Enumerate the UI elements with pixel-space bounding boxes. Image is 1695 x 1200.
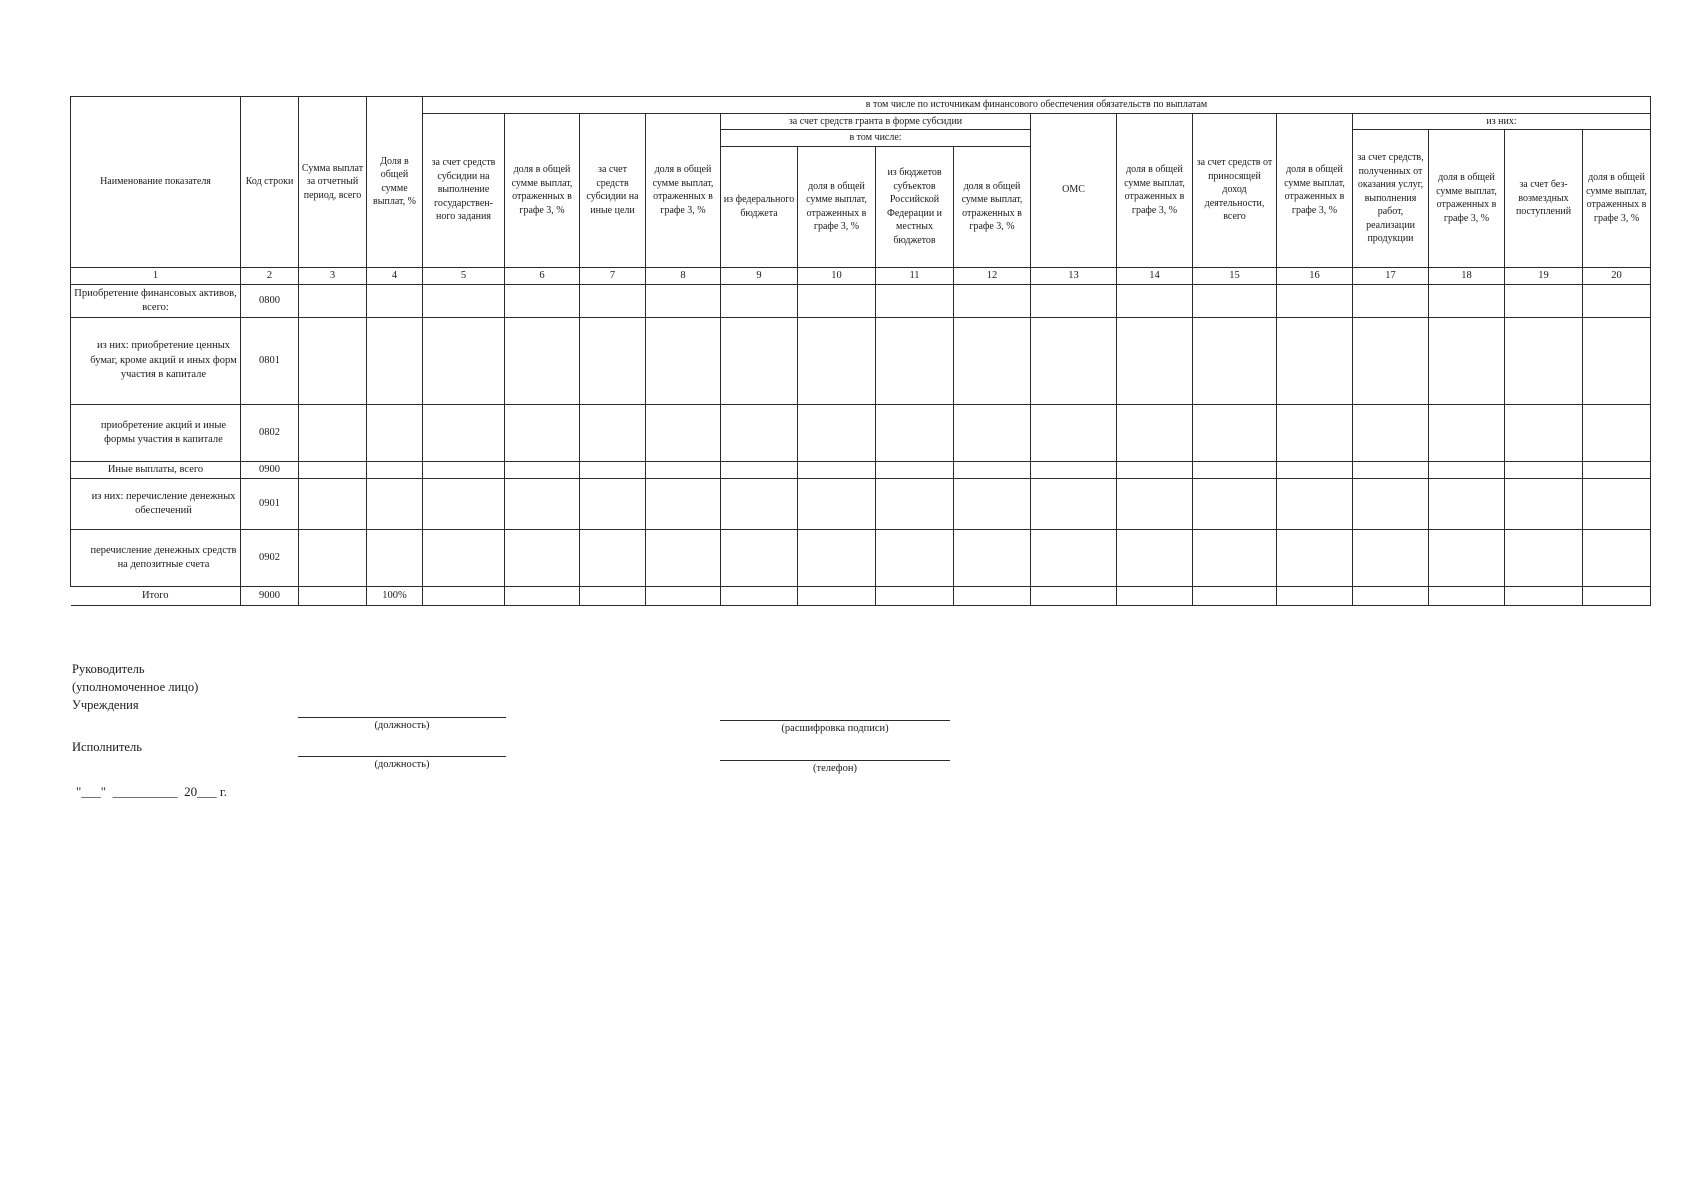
value-cell[interactable] — [1193, 317, 1277, 404]
value-cell[interactable] — [1031, 586, 1117, 605]
head-label-line2: (уполномоченное лицо) — [72, 680, 199, 694]
row-name: из них: перечисление денежных обеспечений — [71, 478, 241, 529]
value-cell[interactable] — [876, 284, 954, 317]
row-code: 0801 — [241, 317, 299, 404]
value-cell[interactable] — [1583, 586, 1651, 605]
column-number: 6 — [505, 267, 580, 284]
value-cell[interactable] — [646, 317, 721, 404]
value-cell[interactable] — [1117, 586, 1193, 605]
value-cell[interactable] — [580, 461, 646, 478]
value-cell[interactable] — [1117, 478, 1193, 529]
value-cell[interactable] — [1353, 461, 1429, 478]
col7-header: за счет средств субсидии на иные цели — [580, 113, 646, 267]
column-number: 19 — [1505, 267, 1583, 284]
value-cell[interactable] — [876, 478, 954, 529]
col10-header: доля в общей сумме выплат, отраженных в графе 3, % — [798, 146, 876, 267]
value-cell[interactable] — [954, 529, 1031, 586]
value-cell[interactable] — [1505, 461, 1583, 478]
col11-header: из бюджетов субъектов Российской Федерации и местных бюджетов — [876, 146, 954, 267]
value-cell[interactable] — [423, 404, 505, 461]
value-cell[interactable] — [1429, 404, 1505, 461]
value-cell[interactable] — [798, 586, 876, 605]
row-share: 100% — [367, 586, 423, 605]
value-cell[interactable] — [954, 404, 1031, 461]
col15-header: за счет средств от приносящей доход деятельности, всего — [1193, 113, 1277, 267]
executor-position-caption: (должность) — [374, 759, 430, 770]
value-cell[interactable] — [423, 586, 505, 605]
value-cell[interactable] — [721, 586, 798, 605]
value-cell[interactable] — [1583, 284, 1651, 317]
value-cell[interactable] — [505, 529, 580, 586]
table-row — [71, 461, 1651, 478]
value-cell[interactable] — [299, 478, 367, 529]
col20-header: доля в общей сумме выплат, отраженных в графе 3, % — [1583, 130, 1651, 268]
value-cell[interactable] — [1031, 461, 1117, 478]
col9-header: из федерального бюджета — [721, 146, 798, 267]
column-number: 4 — [367, 267, 423, 284]
value-cell[interactable] — [1583, 529, 1651, 586]
head-label-line3: Учреждения — [72, 698, 139, 712]
value-cell[interactable] — [798, 461, 876, 478]
value-cell[interactable] — [876, 317, 954, 404]
value-cell[interactable] — [876, 586, 954, 605]
value-cell[interactable] — [1193, 586, 1277, 605]
col6-header: доля в общей сумме выплат, отраженных в графе 3, % — [505, 113, 580, 267]
value-cell[interactable] — [1031, 404, 1117, 461]
phone-line[interactable] — [720, 760, 950, 761]
value-cell[interactable] — [1583, 317, 1651, 404]
value-cell[interactable] — [1117, 529, 1193, 586]
value-cell[interactable] — [954, 586, 1031, 605]
value-cell[interactable] — [1117, 284, 1193, 317]
value-cell[interactable] — [721, 529, 798, 586]
row-name: приобретение акций и иные формы участия в капитале — [71, 404, 241, 461]
col5-header: за счет средств субсидии на выполнение государствен-ного задания — [423, 113, 505, 267]
value-cell[interactable] — [1583, 461, 1651, 478]
value-cell[interactable] — [1505, 317, 1583, 404]
column-number: 5 — [423, 267, 505, 284]
row-code: 0802 — [241, 404, 299, 461]
value-cell[interactable] — [1429, 317, 1505, 404]
value-cell[interactable] — [367, 284, 423, 317]
value-cell[interactable] — [299, 404, 367, 461]
value-cell[interactable] — [1505, 284, 1583, 317]
value-cell[interactable] — [646, 529, 721, 586]
value-cell[interactable] — [505, 404, 580, 461]
value-cell[interactable] — [1505, 478, 1583, 529]
column-number: 3 — [299, 267, 367, 284]
table-row — [71, 478, 1651, 529]
value-cell[interactable] — [798, 529, 876, 586]
value-cell[interactable] — [798, 317, 876, 404]
value-cell[interactable] — [505, 317, 580, 404]
col12-header: доля в общей сумме выплат, отраженных в графе 3, % — [954, 146, 1031, 267]
column-number: 12 — [954, 267, 1031, 284]
value-cell[interactable] — [646, 478, 721, 529]
value-cell[interactable] — [876, 404, 954, 461]
row-code: 0800 — [241, 284, 299, 317]
value-cell[interactable] — [954, 478, 1031, 529]
header-code: Код строки — [241, 97, 299, 268]
column-number: 15 — [1193, 267, 1277, 284]
value-cell[interactable] — [1353, 586, 1429, 605]
value-cell[interactable] — [367, 529, 423, 586]
value-cell[interactable] — [299, 461, 367, 478]
col19-header: за счет без-возмездных поступлений — [1505, 130, 1583, 268]
date-line[interactable]: "___" __________ 20___ г. — [76, 784, 227, 799]
executor-label: Исполнитель — [72, 740, 142, 754]
column-number: 8 — [646, 267, 721, 284]
decode-signature-caption: (расшифровка подписи) — [781, 723, 889, 734]
value-cell[interactable] — [1031, 284, 1117, 317]
value-cell[interactable] — [1583, 478, 1651, 529]
value-cell[interactable] — [1277, 586, 1353, 605]
value-cell[interactable] — [954, 284, 1031, 317]
column-number: 18 — [1429, 267, 1505, 284]
value-cell[interactable] — [798, 284, 876, 317]
value-cell[interactable] — [1277, 404, 1353, 461]
value-cell[interactable] — [1505, 529, 1583, 586]
value-cell[interactable] — [1193, 478, 1277, 529]
position-line[interactable] — [298, 717, 506, 718]
row-name: Итого — [71, 586, 241, 605]
value-cell[interactable] — [721, 317, 798, 404]
header-grant: за счет средств гранта в форме субсидии — [721, 113, 1031, 130]
header-name: Наименование показателя — [71, 97, 241, 268]
header-grant-incl: в том числе: — [721, 130, 1031, 147]
column-number: 14 — [1117, 267, 1193, 284]
header-sum: Сумма выплат за отчетный период, всего — [299, 97, 367, 268]
column-numbers-row — [71, 267, 1651, 284]
col17-header: за счет средств, полученных от оказания услуг, выполнения работ, реализации продукции — [1353, 130, 1429, 268]
value-cell[interactable] — [367, 317, 423, 404]
report-body — [71, 284, 1651, 605]
value-cell[interactable] — [1277, 284, 1353, 317]
payments-report-table — [70, 96, 1651, 606]
value-cell[interactable] — [876, 461, 954, 478]
decode-signature-line[interactable] — [720, 720, 950, 721]
value-cell[interactable] — [299, 586, 367, 605]
row-name: из них: приобретение ценных бумаг, кроме акций и иных форм участия в капитале — [71, 317, 241, 404]
column-number: 1 — [71, 267, 241, 284]
value-cell[interactable] — [1193, 461, 1277, 478]
row-name: перечисление денежных средств на депозитные счета — [71, 529, 241, 586]
table-row — [71, 317, 1651, 404]
value-cell[interactable] — [646, 404, 721, 461]
value-cell[interactable] — [299, 529, 367, 586]
value-cell[interactable] — [299, 284, 367, 317]
value-cell[interactable] — [646, 284, 721, 317]
value-cell[interactable] — [1353, 478, 1429, 529]
value-cell[interactable] — [876, 529, 954, 586]
value-cell[interactable] — [1429, 284, 1505, 317]
table-row — [71, 586, 1651, 605]
value-cell[interactable] — [646, 586, 721, 605]
col13-header: ОМС — [1031, 113, 1117, 267]
head-label-line1: Руководитель — [72, 662, 145, 676]
value-cell[interactable] — [505, 461, 580, 478]
value-cell[interactable] — [299, 317, 367, 404]
value-cell[interactable] — [1429, 529, 1505, 586]
header-share: Доля в общей сумме выплат, % — [367, 97, 423, 268]
col14-header: доля в общей сумме выплат, отраженных в графе 3, % — [1117, 113, 1193, 267]
value-cell[interactable] — [423, 461, 505, 478]
value-cell[interactable] — [1031, 478, 1117, 529]
col16-header: доля в общей сумме выплат, отраженных в графе 3, % — [1277, 113, 1353, 267]
value-cell[interactable] — [423, 478, 505, 529]
row-name: Иные выплаты, всего — [71, 461, 241, 478]
value-cell[interactable] — [580, 529, 646, 586]
value-cell[interactable] — [646, 461, 721, 478]
value-cell[interactable] — [1429, 461, 1505, 478]
value-cell[interactable] — [1353, 284, 1429, 317]
value-cell[interactable] — [1505, 586, 1583, 605]
report-table-container — [70, 96, 1650, 606]
value-cell[interactable] — [1353, 529, 1429, 586]
row-code: 0902 — [241, 529, 299, 586]
column-number: 16 — [1277, 267, 1353, 284]
value-cell[interactable] — [1429, 478, 1505, 529]
position-caption: (должность) — [374, 720, 430, 731]
column-number: 20 — [1583, 267, 1651, 284]
signature-block — [72, 660, 198, 714]
value-cell[interactable] — [1193, 529, 1277, 586]
value-cell[interactable] — [505, 284, 580, 317]
value-cell[interactable] — [580, 317, 646, 404]
value-cell[interactable] — [798, 478, 876, 529]
value-cell[interactable] — [1031, 529, 1117, 586]
value-cell[interactable] — [367, 404, 423, 461]
value-cell[interactable] — [1277, 529, 1353, 586]
value-cell[interactable] — [423, 317, 505, 404]
value-cell[interactable] — [721, 404, 798, 461]
col18-header: доля в общей сумме выплат, отраженных в графе 3, % — [1429, 130, 1505, 268]
value-cell[interactable] — [954, 461, 1031, 478]
value-cell[interactable] — [1583, 404, 1651, 461]
value-cell[interactable] — [1277, 461, 1353, 478]
column-number: 11 — [876, 267, 954, 284]
value-cell[interactable] — [721, 461, 798, 478]
table-row — [71, 284, 1651, 317]
value-cell[interactable] — [505, 586, 580, 605]
column-number: 17 — [1353, 267, 1429, 284]
value-cell[interactable] — [1505, 404, 1583, 461]
value-cell[interactable] — [505, 478, 580, 529]
value-cell[interactable] — [423, 284, 505, 317]
value-cell[interactable] — [798, 404, 876, 461]
value-cell[interactable] — [1353, 404, 1429, 461]
value-cell[interactable] — [1031, 317, 1117, 404]
value-cell[interactable] — [1429, 586, 1505, 605]
column-number: 9 — [721, 267, 798, 284]
value-cell[interactable] — [1193, 284, 1277, 317]
value-cell[interactable] — [580, 586, 646, 605]
value-cell[interactable] — [580, 284, 646, 317]
value-cell[interactable] — [1277, 317, 1353, 404]
value-cell[interactable] — [367, 461, 423, 478]
value-cell[interactable] — [1193, 404, 1277, 461]
value-cell[interactable] — [721, 478, 798, 529]
value-cell[interactable] — [721, 284, 798, 317]
header-of-them: из них: — [1353, 113, 1651, 130]
value-cell[interactable] — [954, 317, 1031, 404]
header-sources: в том числе по источникам финансового обеспечения обязательств по выплатам — [423, 97, 1651, 114]
col8-header: доля в общей сумме выплат, отраженных в графе 3, % — [646, 113, 721, 267]
column-number: 2 — [241, 267, 299, 284]
phone-caption: (телефон) — [813, 763, 857, 774]
row-code: 0900 — [241, 461, 299, 478]
table-row — [71, 529, 1651, 586]
value-cell[interactable] — [367, 478, 423, 529]
row-name: Приобретение финансовых активов, всего: — [71, 284, 241, 317]
executor-position-line[interactable] — [298, 756, 506, 757]
column-number: 13 — [1031, 267, 1117, 284]
value-cell[interactable] — [1117, 317, 1193, 404]
value-cell[interactable] — [1353, 317, 1429, 404]
row-code: 0901 — [241, 478, 299, 529]
column-number: 7 — [580, 267, 646, 284]
value-cell[interactable] — [1117, 461, 1193, 478]
column-number: 10 — [798, 267, 876, 284]
table-row — [71, 404, 1651, 461]
value-cell[interactable] — [1277, 478, 1353, 529]
value-cell[interactable] — [580, 404, 646, 461]
value-cell[interactable] — [1117, 404, 1193, 461]
value-cell[interactable] — [423, 529, 505, 586]
value-cell[interactable] — [580, 478, 646, 529]
row-code: 9000 — [241, 586, 299, 605]
